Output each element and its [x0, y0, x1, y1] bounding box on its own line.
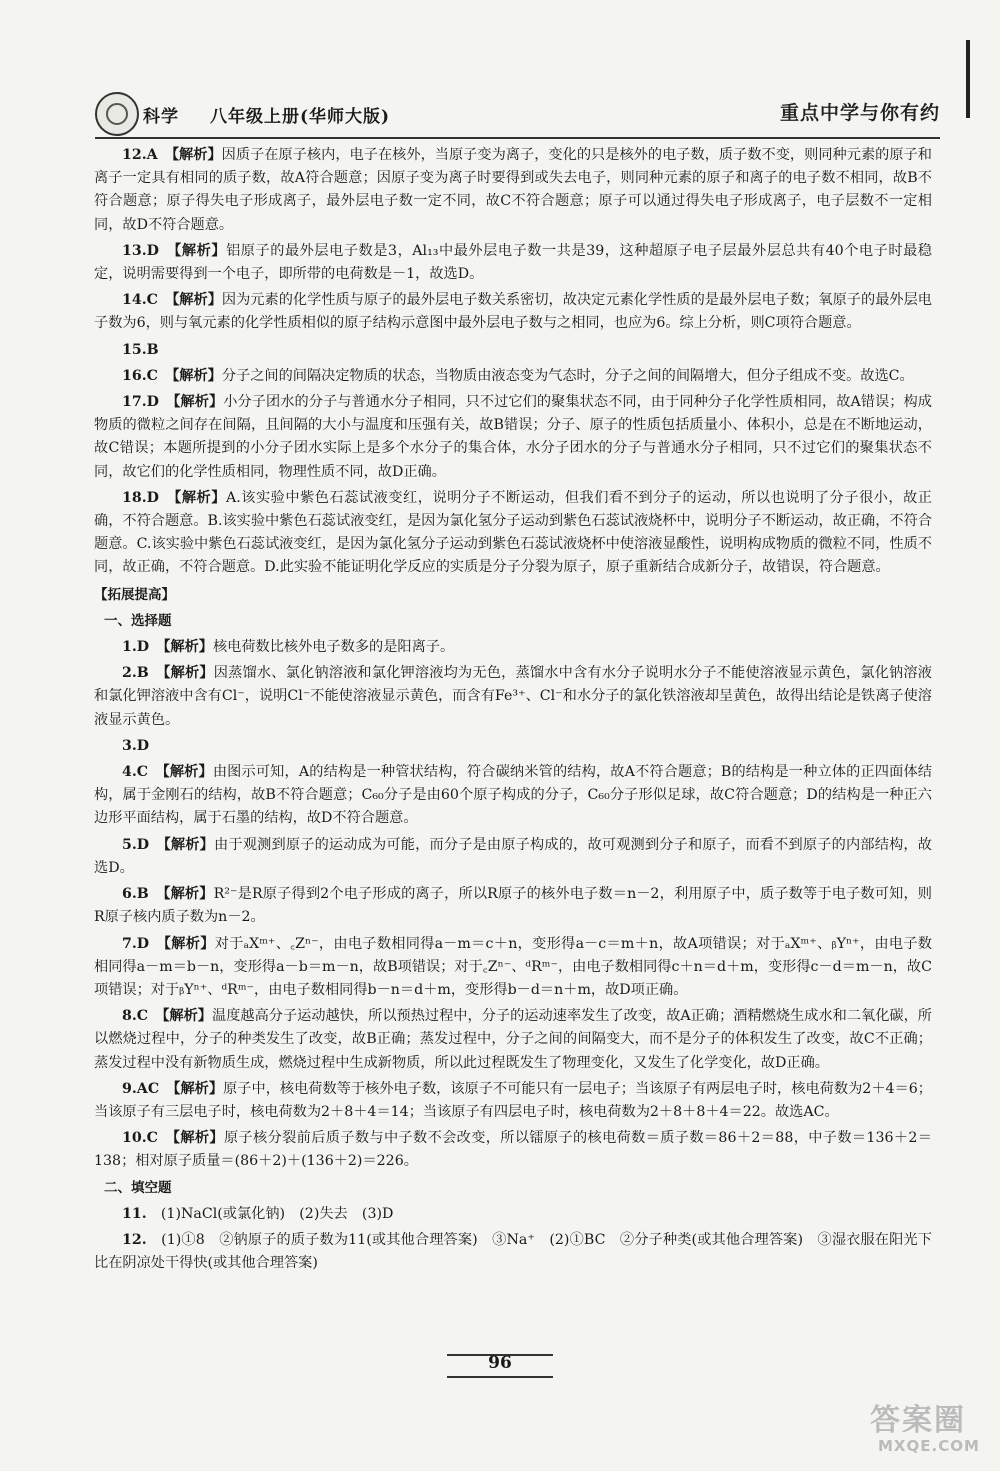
analysis-tag: 【解析】 [173, 1080, 224, 1097]
answer-item [94, 1078, 932, 1124]
analysis-tag: 【解析】 [163, 935, 215, 952]
analysis-tag: 【解析】 [172, 292, 222, 309]
answer-item [94, 933, 932, 1003]
answer-number: 11. [122, 1205, 147, 1222]
answer-text: A.该实验中紫色石蕊试液变红，说明分子不断运动，但我们看不到分子的运动，所以也说明了分子很小，故正确，不符合题意。B.该实验中紫色石蕊试液变红，是因为氯化氢分子运动到紫色石蕊试液烧杯中，说明分子不断运动，故正确，不符合题意。C.该实验中紫色石蕊试液变红，是因为氯化氢分子运动到紫色石蕊试液烧杯中使溶液显酸性，说明构成物质的微粒不同，性质不同，故正确，不符合题意。D.此实验不能证明化学反应的实质是分子分裂为原子，原子重新结合成新分子，故错误，符合题意。 [94, 489, 932, 576]
answer-item [94, 391, 932, 484]
answer-item [94, 636, 932, 659]
answer-number: 3.D [122, 737, 150, 754]
answer-text: 原子中，核电荷数等于核外电子数，该原子不可能只有一层电子；当该原子有两层电子时，核电荷数为2＋4＝6；当该原子有三层电子时，核电荷数为2＋8＋4＝14；当该原子有四层电子时，核电荷数为2＋8＋8＋4＝22。故选AC。 [94, 1080, 932, 1120]
analysis-tag: 【解析】 [173, 394, 224, 411]
answer-text: (1)①8 ②钠原子的质子数为11(或其他合理答案) ③Na⁺ (2)①BC ②分子种类(或其他合理答案) ③湿衣服在阳光下比在阴凉处干得快(或其他合理答案) [94, 1231, 932, 1272]
analysis-tag: 【解析】 [163, 665, 214, 682]
answer-number: 10.C [122, 1130, 158, 1147]
page-header [95, 92, 940, 136]
edge-mark [966, 40, 970, 118]
answer-text: 对于ₐXᵐ⁺、꜀Zⁿ⁻，由电子数相同得a－m＝c＋n，变形得a－c＝m＋n，故A项错误；对于ₐXᵐ⁺、ᵦYⁿ⁺，由电子数相同得a－m＝b－n，变形得a－b＝m－n，故B项错误；对于꜀Zⁿ⁻、ᵈRᵐ⁻，由电子数相同得c＋n＝d＋m，变形得c－d＝m－n，故C项错误；对于ᵦYⁿ⁺、ᵈRᵐ⁻，由电子数相同得b－n＝d＋m，变形得b－d＝n＋m，故D项正确。 [94, 935, 932, 998]
answer-text: 因为元素的化学性质与原子的最外层电子数关系密切，故决定元素化学性质的是最外层电子数；氧原子的最外层电子数为6，则与氧元素的化学性质相似的原子结构示意图中最外层电子数与之相同，也应为6。综上分析，则C项符合题意。 [94, 292, 932, 332]
answer-number: 17.D [122, 394, 159, 411]
answer-item [94, 1005, 932, 1075]
answer-item [94, 735, 932, 758]
answer-item [94, 761, 932, 831]
answer-number: 15.B [122, 341, 159, 358]
answer-text: 原子核分裂前后质子数与中子数不会改变，所以镭原子的核电荷数＝质子数＝86＋2＝88，中子数＝136＋2＝138；相对原子质量＝(86＋2)＋(136＋2)＝226。 [94, 1130, 932, 1170]
analysis-tag: 【解析】 [162, 1008, 212, 1025]
school-logo-icon [95, 92, 139, 136]
answer-number: 8.C [122, 1008, 149, 1025]
answer-number: 7.D [122, 935, 150, 952]
answer-number: 1.D [122, 639, 150, 656]
analysis-tag: 【解析】 [163, 639, 213, 656]
subsection-heading: 一、选择题 [104, 612, 172, 629]
answer-text: 小分子团水的分子与普通水分子相同，只不过它们的聚集状态不同，由于同种分子化学性质相同，故A错误；构成物质的微粒之间存在间隔，且间隔的大小与温度和压强有关，故B错误；分子、原子的性质包括质量小、体积小，总是在不断地运动，故C错误；本题所提到的小分子团水实际上是多个水分子的集合体，水分子团水的分子与普通水分子相同，只不过它们的聚集状态不同，故它们的化学性质相同，物理性质不同，故D正确。 [94, 394, 932, 480]
subsection-heading: 二、填空题 [104, 1179, 172, 1196]
answer-number: 12.A [122, 147, 158, 163]
answer-item [94, 144, 932, 237]
watermark-main: 答案圈 [870, 1403, 966, 1438]
answer-item [94, 834, 932, 880]
answer-text: 由于观测到原子的运动成为可能，而分子是由原子构成的，故可观测到分子和原子，而看不到原子的内部结构，故选D。 [94, 836, 932, 876]
answer-number: 9.AC [122, 1080, 160, 1097]
subject-label: 科学 [143, 107, 179, 127]
analysis-tag: 【解析】 [174, 489, 226, 506]
answer-number: 4.C [122, 764, 149, 781]
answer-item [94, 662, 932, 732]
page-number: 96 [488, 1353, 512, 1373]
answer-text: 温度越高分子运动越快，所以预热过程中，分子的运动速率发生了改变，故A正确；酒精燃烧生成水和二氧化碳，所以燃烧过程中，分子的种类发生了改变，故B正确；蒸发过程中，分子之间的间隔变大，而不是分子的体积发生了改变，故C不正确；蒸发过程中没有新物质生成，燃烧过程中生成新物质，所以此过程既发生了物理变化，又发生了化学变化，故D正确。 [94, 1008, 932, 1071]
answer-number: 18.D [122, 489, 159, 506]
answer-number: 12. [122, 1231, 147, 1248]
answer-item [94, 365, 932, 388]
answer-number: 16.C [122, 367, 158, 384]
series-brand: 重点中学与你有约 [779, 102, 940, 124]
watermark-url: MXQE.COM [878, 1437, 980, 1455]
answer-text: 因蒸馏水、氯化钠溶液和氯化钾溶液均为无色，蒸馏水中含有水分子说明水分子不能使溶液显示黄色，氯化钠溶液和氯化钾溶液中含有Cl⁻，说明Cl⁻不能使溶液显示黄色，而含有Fe³⁺、Cl⁻和水分子的氯化铁溶液却呈黄色，故得出结论是铁离子使溶液显示黄色。 [94, 665, 932, 728]
header-rule [95, 137, 940, 139]
answer-item [94, 487, 932, 580]
analysis-tag: 【解析】 [174, 242, 227, 259]
grade-label: 八年级上册(华师大版) [210, 107, 391, 127]
answer-item [94, 883, 932, 929]
page-number-box [447, 1350, 553, 1378]
answer-item [94, 1203, 932, 1226]
answer-text: R²⁻是R原子得到2个电子形成的离子，所以R原子的核外电子数＝n－2，利用原子中，质子数等于电子数可知，则R原子核内质子数为n－2。 [94, 886, 932, 926]
answer-item [94, 289, 932, 335]
answer-text: 核电荷数比核外电子数多的是阳离子。 [212, 639, 455, 656]
answer-text: (1)NaCl(或氯化钠) (2)失去 (3)D [160, 1205, 394, 1222]
answer-text: 分子之间的间隔决定物质的状态，当物质由液态变为气态时，分子之间的间隔增大，但分子组成不变。故选C。 [221, 367, 914, 384]
answer-number: 14.C [122, 292, 158, 309]
analysis-tag: 【解析】 [163, 836, 215, 853]
answer-number: 6.B [122, 886, 149, 903]
analysis-tag: 【解析】 [162, 764, 213, 781]
answer-item [94, 240, 932, 286]
answer-item [94, 1127, 932, 1173]
answer-number: 13.D [122, 242, 159, 259]
section-heading: 【拓展提高】 [94, 586, 175, 603]
answer-text: 铝原子的最外层电子数是3，Al₁₃中最外层电子数一共是39，这种超原子电子层最外层总共有40个电子时最稳定，说明需要得到一个电子，即所带的电荷数是－1，故选D。 [94, 242, 932, 283]
analysis-tag: 【解析】 [172, 1130, 224, 1147]
analysis-tag: 【解析】 [172, 367, 222, 384]
answer-item [94, 1229, 932, 1275]
answer-number: 5.D [122, 836, 150, 853]
answer-item [94, 339, 932, 362]
analysis-tag: 【解析】 [171, 147, 222, 163]
watermark-logo [870, 1395, 980, 1455]
answer-text: 由图示可知，A的结构是一种管状结构，符合碳纳米管的结构，故A不符合题意；B的结构是一种立体的正四面体结构，属于金刚石的结构，故B不符合题意；C₆₀分子是由60个原子构成的分子，C₆₀分子形似足球，故C符合题意；D的结构是一种正六边形平面结构，属于石墨的结构，故D不符合题意。 [94, 764, 932, 827]
answer-number: 2.B [122, 665, 149, 682]
analysis-tag: 【解析】 [163, 886, 214, 903]
answer-text: 因质子在原子核内，电子在核外，当原子变为离子，变化的只是核外的电子数，质子数不变，则同种元素的原子和离子一定具有相同的质子数，故A符合题意；因原子变为离子时要得到或失去电子，则同种元素的原子和离子的电子数不相同，故B不符合题意；原子得失电子形成离子，最外层电子数一定不同，故C不符合题意；原子可以通过得失电子形成离子，电子层数不一定相同，故D不符合题意。 [94, 147, 932, 233]
answer-content [94, 144, 932, 1278]
